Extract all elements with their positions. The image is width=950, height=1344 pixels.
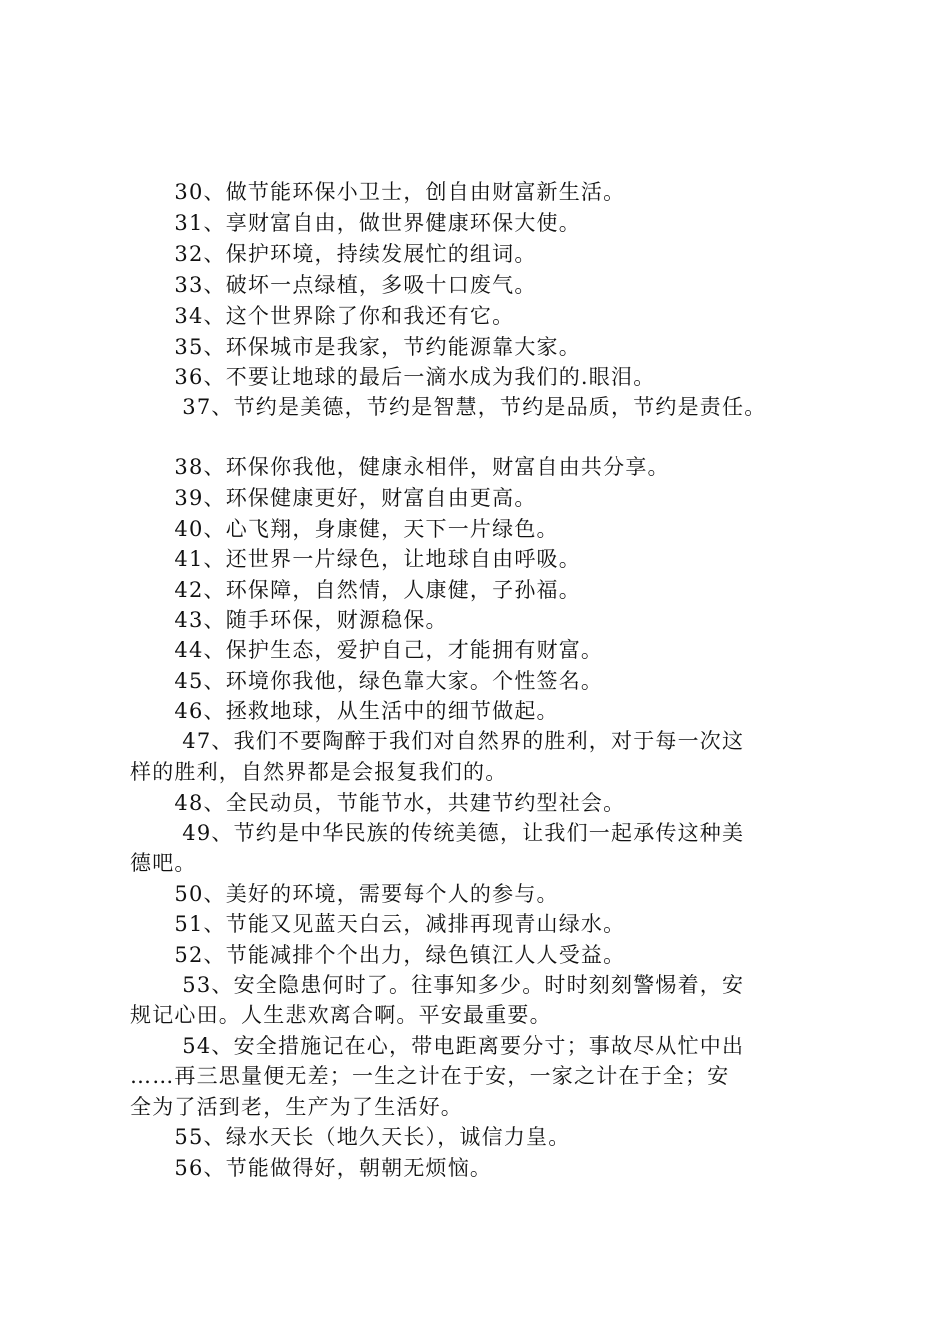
text-line: 32、保护环境，持续发展忙的组词。	[130, 242, 537, 266]
text-line: 44、保护生态，爱护自己，才能拥有财富。	[130, 638, 604, 662]
text-line: 56、节能做得好，朝朝无烦恼。	[130, 1156, 493, 1180]
text-line: ……再三思量便无差；一生之计在于安，一家之计在于全；安	[130, 1064, 730, 1088]
text-line: 30、做节能环保小卫士，创自由财富新生活。	[130, 180, 626, 204]
text-line: 48、全民动员，节能节水，共建节约型社会。	[130, 791, 626, 815]
text-line: 41、还世界一片绿色，让地球自由呼吸。	[130, 547, 581, 571]
text-line: 38、环保你我他，健康永相伴，财富自由共分享。	[130, 455, 670, 479]
text-line: 34、这个世界除了你和我还有它。	[130, 304, 515, 328]
text-line: 全为了活到老，生产为了生活好。	[130, 1095, 463, 1119]
text-line: 54、安全措施记在心，带电距离要分寸；事故尽从忙中出	[130, 1034, 745, 1058]
text-line: 50、美好的环境，需要每个人的参与。	[130, 882, 559, 906]
text-line: 45、环境你我他，绿色靠大家。个性签名。	[130, 669, 604, 693]
text-line: 43、随手环保，财源稳保。	[130, 608, 448, 632]
text-line: 53、安全隐患何时了。往事知多少。时时刻刻警惕着，安	[130, 973, 745, 997]
text-line: 39、环保健康更好，财富自由更高。	[130, 486, 537, 510]
text-line: 52、节能减排个个出力，绿色镇江人人受益。	[130, 943, 626, 967]
text-line: 55、绿水天长（地久天长），诚信力皇。	[130, 1125, 571, 1149]
text-line: 规记心田。人生悲欢离合啊。平安最重要。	[130, 1003, 552, 1027]
text-line: 47、我们不要陶醉于我们对自然界的胜利，对于每一次这	[130, 729, 745, 753]
text-line: 40、心飞翔，身康健，天下一片绿色。	[130, 517, 559, 541]
text-line: 37、节约是美德，节约是智慧，节约是品质，节约是责任。	[130, 395, 767, 419]
text-line: 样的胜利，自然界都是会报复我们的。	[130, 760, 508, 784]
text-line: 德吧。	[130, 851, 197, 875]
text-line: 33、破坏一点绿植，多吸十口废气。	[130, 273, 537, 297]
text-line: 46、拯救地球，从生活中的细节做起。	[130, 699, 559, 723]
text-line: 42、环保障，自然情，人康健，子孙福。	[130, 578, 581, 602]
text-line: 36、不要让地球的最后一滴水成为我们的.眼泪。	[130, 365, 656, 389]
text-line: 51、节能又见蓝天白云，减排再现青山绿水。	[130, 912, 626, 936]
text-line: 31、享财富自由，做世界健康环保大使。	[130, 211, 581, 235]
text-line: 49、节约是中华民族的传统美德，让我们一起承传这种美	[130, 821, 745, 845]
text-line: 35、环保城市是我家，节约能源靠大家。	[130, 335, 581, 359]
